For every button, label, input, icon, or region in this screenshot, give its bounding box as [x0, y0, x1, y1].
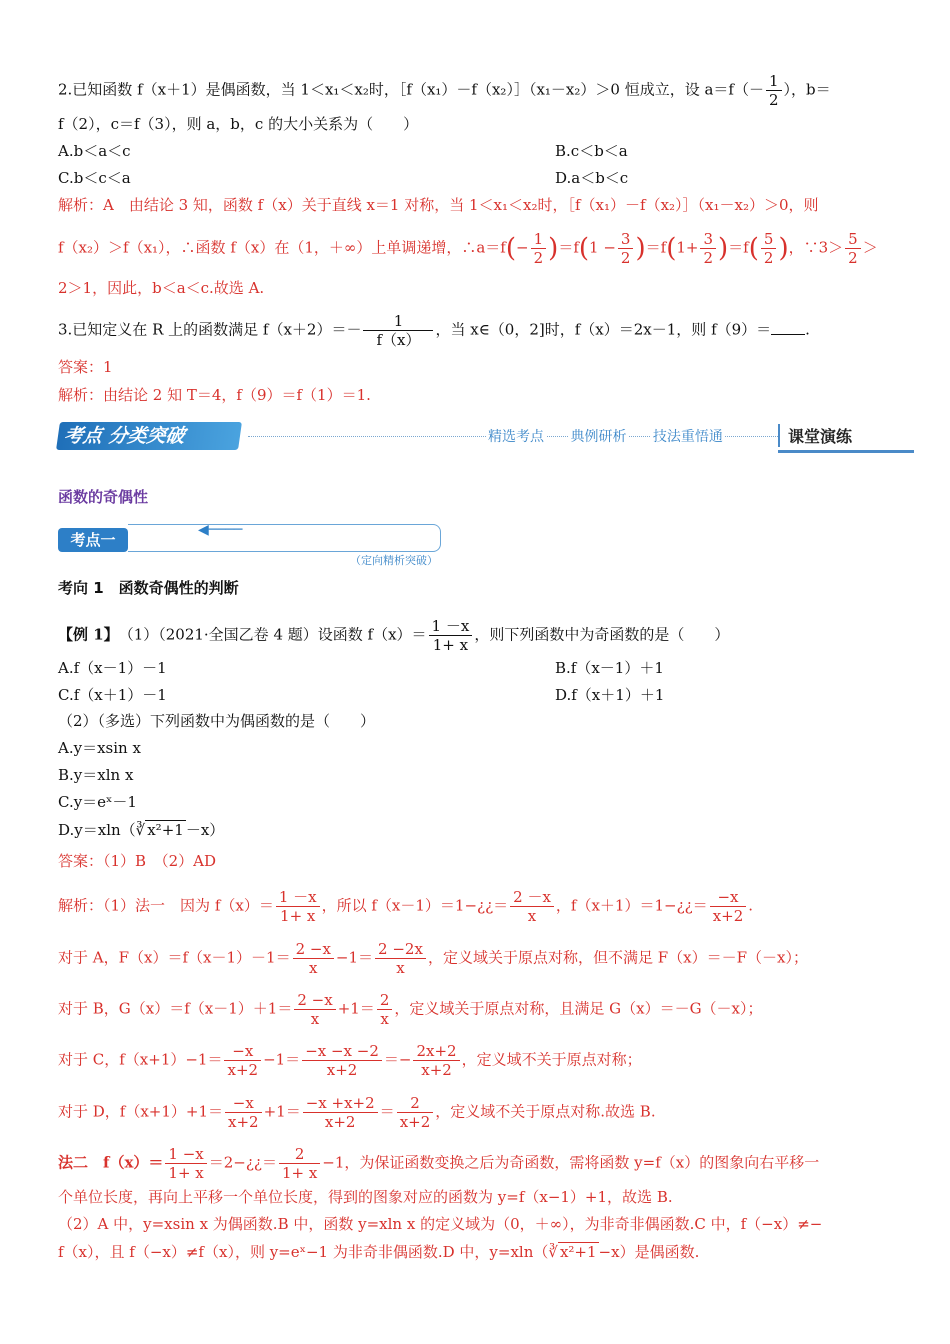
ex1-option-b: B.f（x－1）＋1 — [555, 659, 664, 677]
banner-title: 考点 分类突破 — [56, 422, 242, 450]
ex1-option-d: D.f（x＋1）＋1 — [555, 686, 665, 704]
q2-option-d: D.a＜b＜c — [555, 169, 629, 187]
direction-title: 考向 1 函数奇偶性的判断 — [58, 579, 239, 597]
q2-option-c: C.b＜c＜a — [58, 169, 131, 187]
ex1-answer: 答案：（1）B （2）AD — [58, 852, 216, 870]
radical-icon: ∛ — [548, 1243, 558, 1261]
sol-part2-line1: （2）A 中，y=xsin x 为偶函数.B 中，函数 y=xln x 的定义域为（0，＋∞），为非奇非偶函数.C 中，f（−x）≠− — [58, 1215, 823, 1233]
q3-analysis: 解析：由结论 2 知 T＝4，f（9）＝f（1）＝1. — [58, 386, 371, 404]
kaodian-tag: 考点一 — [58, 528, 128, 552]
arrow-left-icon: ◀──── — [198, 522, 243, 538]
banner-link-1: 精选考点 — [488, 429, 544, 445]
sol-line-c: 对于 C，f（x+1）−1＝ $\frac{-x}{x+2}$ −1＝ $\frac{-x -x -2}{x+2}$ ＝− $\frac{2x+2}{x+2}$ ，定义域不关于原点对称； — [58, 1042, 642, 1079]
section-title: 函数的奇偶性 — [58, 488, 149, 506]
q3-answer: 答案：1 — [58, 358, 113, 376]
ex1-q2-option-b: B.y＝xln x — [58, 766, 134, 784]
ex1-q2-option-c: C.y＝eˣ－1 — [58, 793, 137, 811]
q2-line1: 2.已知函数 f（x＋1）是偶函数，当 1＜x₁＜x₂时，［f（x₁）－f（x₂）］（x₁－x₂）＞0 恒成立，设 a＝f（－ $\frac{1}{2}$ ），b＝ — [58, 72, 831, 109]
sol-line-b: 对于 B，G（x）＝f（x－1）＋1＝ $\frac{2 -x}{x}$ +1＝ $\frac{2}{x}$ ，定义域关于原点对称，且满足 G（x）＝－G（－x）； — [58, 991, 763, 1028]
section-banner — [58, 420, 858, 454]
sol-line-a: 对于 A，F（x）＝f（x－1）－1＝ $\frac{2 -x}{x}$ −1＝ $\frac{2 -2x}{x}$ ，定义域关于原点对称，但不满足 F（x）＝－F（－x）； — [58, 940, 808, 977]
kaodian-header — [58, 524, 442, 568]
kaodian-box — [128, 524, 441, 552]
q2-line2: f（2），c＝f（3），则 a，b，c 的大小关系为（ ） — [58, 115, 419, 133]
q3-line1: 3.已知定义在 R 上的函数满足 f（x＋2）＝－ $\frac{1}{f(x)}$ ，当 x∈（0，2]时，f（x）＝2x－1，则 f（9）＝ . — [58, 312, 810, 349]
sol-method2-line1: 法二 f（x）＝ $\frac{1 -x}{1+ x}$ ＝2−¿¿＝ $\frac{2}{1+ x}$ −1，为保证函数变换之后为奇函数，需将函数 y=f（x）的图象向右平移一 — [58, 1145, 820, 1182]
ex1-q2-option-d: D.y＝xln（∛ x²+1 －x） — [58, 821, 225, 839]
kaodian-subtitle: （定向精析突破） — [350, 554, 438, 567]
sol-method2-line2: 个单位长度，再向上平移一个单位长度，得到的图象对应的函数为 y=f（x−1）+1，故选 B. — [58, 1188, 673, 1206]
banner-link-2: 典例研析 — [570, 429, 627, 445]
ex1-question2: （2）（多选）下列函数中为偶函数的是（ ） — [58, 712, 376, 730]
banner-link-3: 技法重悟通 — [652, 429, 723, 445]
sol-line1: 解析：（1）法一 因为 f（x）＝ $\frac{1 -x}{1+ x}$ ，所以 f（x－1）＝1−¿¿＝ $\frac{2 -x}{x}$ ，f（x＋1）＝1−¿¿＝ $\frac{-x}{x+2}$ . — [58, 888, 754, 925]
answer-blank — [771, 334, 805, 335]
banner-right-label: 课堂演练 — [778, 424, 852, 447]
banner-underline — [778, 450, 914, 453]
sol-line-d: 对于 D，f（x+1）+1＝ $\frac{-x}{x+2}$ +1＝ $\frac{-x +x+2}{x+2}$ ＝ $\frac{2}{x+2}$ ，定义域不关于原点对称.故选 B. — [58, 1094, 656, 1131]
radical-icon: ∛ — [135, 821, 146, 839]
q2-option-b: B.c＜b＜a — [555, 142, 628, 160]
ex1-option-a: A.f（x－1）－1 — [58, 659, 167, 677]
banner-links — [486, 426, 743, 446]
q2-analysis-line2: f（x₂）＞f（x₁），∴函数 f（x）在（1，＋∞）上单调递增，∴a＝f(− $\frac{1}{2}$ )＝f(1 − $\frac{3}{2}$ )＝f(1+ $\frac{3}{2}$ )＝f( $\frac{5}{2}$ )，∵3＞ $\frac{5}{2}$ ＞ — [58, 230, 878, 267]
q2-analysis-line3: 2＞1，因此，b＜a＜c.故选 A. — [58, 279, 265, 297]
q2-option-a: A.b＜a＜c — [58, 142, 131, 160]
ex1-q2-option-a: A.y＝xsin x — [58, 739, 141, 757]
ex1-question1: 【例 1】 （1）（2021·全国乙卷 4 题）设函数 f（x）＝ $\frac{1 -x}{1+ x}$ ，则下列函数中为奇函数的是（ ） — [58, 617, 730, 654]
sol-part2-line2: f（x），且 f（−x）≠f（x），则 y=eˣ−1 为非奇非偶函数.D 中，y=xln（∛ x²+1 −x）是偶函数. — [58, 1243, 700, 1261]
q2-analysis-line1: 解析：A 由结论 3 知，函数 f（x）关于直线 x＝1 对称，当 1＜x₁＜x₂时，［f（x₁）－f（x₂）］（x₁－x₂）＞0，则 — [58, 196, 819, 214]
ex1-option-c: C.f（x＋1）－1 — [58, 686, 167, 704]
